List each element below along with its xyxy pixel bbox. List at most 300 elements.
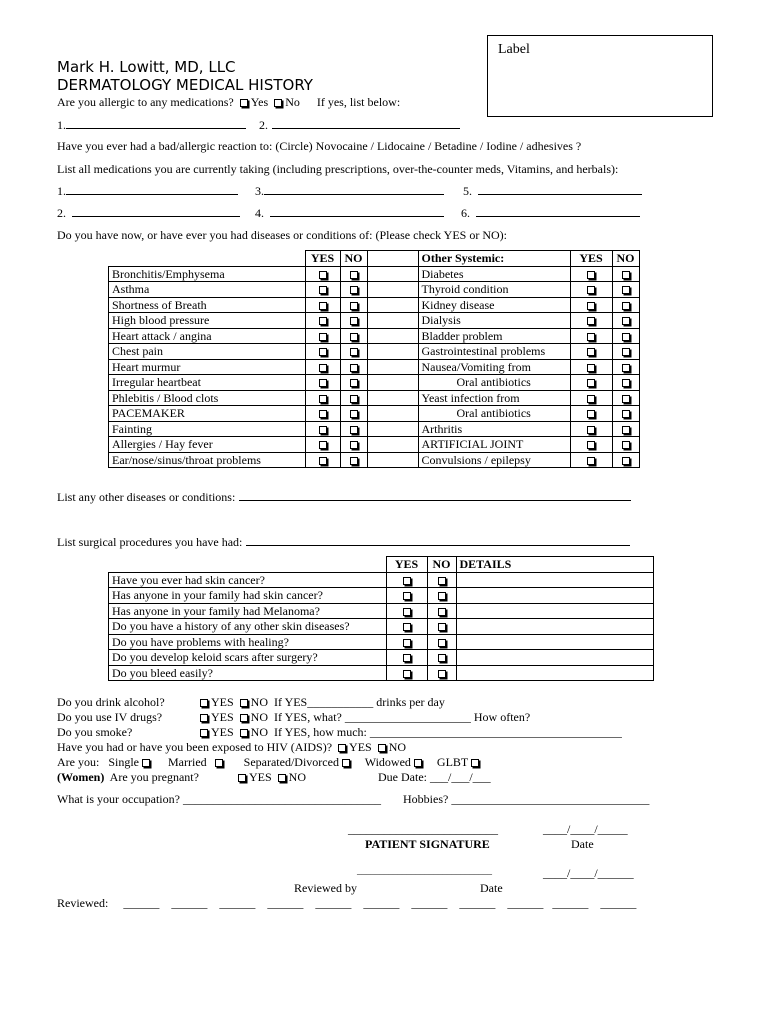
skin-details-field[interactable]: [456, 603, 653, 619]
skin-no-cell: [427, 619, 456, 635]
condition-yes-checkbox[interactable]: [319, 286, 327, 294]
condition-gap-cell: [367, 359, 418, 375]
med-1-field[interactable]: [66, 184, 238, 195]
surgical-label: List surgical procedures you have had:: [57, 535, 243, 549]
condition-yes-checkbox[interactable]: [319, 364, 327, 372]
systemic-no-checkbox[interactable]: [622, 426, 630, 434]
skin-details-field[interactable]: [456, 588, 653, 604]
skin-no-checkbox[interactable]: [438, 592, 446, 600]
condition-row: [109, 437, 640, 453]
systemic-no-cell: [612, 390, 639, 406]
condition-gap-cell: [367, 421, 418, 437]
cond-no-header: NO: [340, 251, 367, 267]
systemic-no-cell: [612, 359, 639, 375]
systemic-yes-cell: [570, 266, 612, 282]
skin-details-header: DETAILS: [456, 557, 653, 573]
systemic-no-checkbox[interactable]: [622, 317, 630, 325]
pregnant-options: [235, 770, 306, 785]
alcohol-options: [197, 695, 445, 710]
condition-row: [109, 375, 640, 391]
systemic-yes-cell: [570, 390, 612, 406]
condition-yes-checkbox[interactable]: [319, 457, 327, 465]
systemic-yes-cell: [570, 452, 612, 468]
conditions-prompt: Do you have now, or have ever you had diseases or conditions of: (Please check YES or NO):: [57, 228, 507, 242]
systemic-no-cell: [612, 452, 639, 468]
systemic-yes-checkbox[interactable]: [587, 364, 595, 372]
separated-checkbox[interactable]: [342, 759, 350, 767]
systemic-no-cell: [612, 344, 639, 360]
systemic-yes-checkbox[interactable]: [587, 348, 595, 356]
skin-no-checkbox[interactable]: [438, 639, 446, 647]
systemic-no-cell: [612, 297, 639, 313]
systemic-yes-cell: [570, 282, 612, 298]
condition-gap-cell: [367, 375, 418, 391]
smoke-no-label: NO: [250, 725, 269, 739]
systemic-yes-checkbox[interactable]: [587, 379, 595, 387]
condition-no-cell: [340, 437, 367, 453]
med-6-field[interactable]: [476, 206, 640, 217]
condition-row: [109, 359, 640, 375]
med-5-label: 5.: [463, 184, 472, 198]
conditions-table: [108, 250, 640, 468]
reviewed-by-label: Reviewed by: [294, 881, 357, 895]
hiv-yes-checkbox[interactable]: [338, 744, 346, 752]
skin-yes-cell: [386, 665, 427, 681]
condition-row: [109, 297, 640, 313]
systemic-no-checkbox[interactable]: [622, 302, 630, 310]
systemic-no-checkbox[interactable]: [622, 286, 630, 294]
condition-gap-cell: [367, 328, 418, 344]
systemic-yes-checkbox[interactable]: [587, 286, 595, 294]
systemic-yes-checkbox[interactable]: [587, 333, 595, 341]
condition-row: [109, 421, 640, 437]
condition-label: Fainting: [109, 421, 306, 437]
iv-no-checkbox[interactable]: [240, 714, 248, 722]
iv-yes-label: YES: [211, 710, 234, 724]
single-label: Single: [108, 755, 139, 769]
systemic-label: Yeast infection from: [418, 390, 570, 406]
condition-no-checkbox[interactable]: [350, 271, 358, 279]
signature-date-label: Date: [571, 837, 594, 851]
condition-row: [109, 313, 640, 329]
condition-yes-cell: [305, 313, 340, 329]
glbt-checkbox[interactable]: [471, 759, 479, 767]
med-1-label: 1.: [57, 184, 66, 198]
systemic-yes-cell: [570, 328, 612, 344]
systemic-no-cell: [612, 266, 639, 282]
med-4-field[interactable]: [270, 206, 444, 217]
systemic-no-cell: [612, 375, 639, 391]
condition-gap-cell: [367, 313, 418, 329]
allergy-item-2-label: 2.: [259, 118, 268, 132]
hobbies-field[interactable]: Hobbies? _________________________________: [403, 792, 650, 806]
systemic-no-cell: [612, 421, 639, 437]
smoke-no-checkbox[interactable]: [240, 729, 248, 737]
skin-row: [109, 650, 654, 666]
systemic-yes-checkbox[interactable]: [587, 426, 595, 434]
form-title: DERMATOLOGY MEDICAL HISTORY: [57, 76, 313, 94]
skin-row: [109, 588, 654, 604]
systemic-no-checkbox[interactable]: [622, 348, 630, 356]
skin-no-checkbox[interactable]: [438, 608, 446, 616]
condition-label: Phlebitis / Blood clots: [109, 390, 306, 406]
women-label: (Women): [57, 770, 105, 784]
med-5-field[interactable]: [478, 184, 642, 195]
skin-details-field[interactable]: [456, 572, 653, 588]
label-text: Label: [498, 42, 530, 57]
reviewed-blanks[interactable]: ______ ______ ______ ______ ______ ______ ______ ______ ______ ______ ______: [123, 896, 637, 910]
skin-no-checkbox[interactable]: [438, 623, 446, 631]
systemic-yes-cell: [570, 359, 612, 375]
systemic-yes-checkbox[interactable]: [587, 271, 595, 279]
practice-name: Mark H. Lowitt, MD, LLC: [57, 58, 236, 76]
condition-yes-cell: [305, 344, 340, 360]
due-date[interactable]: Due Date: ___/___/___: [378, 770, 491, 784]
condition-no-checkbox[interactable]: [350, 379, 358, 387]
skin-details-field[interactable]: [456, 665, 653, 681]
alcohol-yes-label: YES: [211, 695, 234, 709]
skin-yes-checkbox[interactable]: [403, 577, 411, 585]
skin-yes-checkbox[interactable]: [403, 654, 411, 662]
condition-label: Bronchitis/Emphysema: [109, 266, 306, 282]
cond-yes-header: YES: [305, 251, 340, 267]
skin-row: [109, 619, 654, 635]
condition-no-cell: [340, 282, 367, 298]
systemic-no-checkbox[interactable]: [622, 379, 630, 387]
condition-no-cell: [340, 313, 367, 329]
skin-row: [109, 572, 654, 588]
condition-no-cell: [340, 266, 367, 282]
condition-no-checkbox[interactable]: [350, 441, 358, 449]
skin-details-field[interactable]: [456, 634, 653, 650]
skin-no-cell: [427, 634, 456, 650]
condition-row: [109, 344, 640, 360]
condition-gap-cell: [367, 344, 418, 360]
iv-question: Do you use IV drugs?: [57, 710, 163, 724]
condition-no-checkbox[interactable]: [350, 457, 358, 465]
allergy-item-2-field[interactable]: [272, 118, 460, 129]
smoke-row: [57, 725, 622, 740]
skin-no-cell: [427, 572, 456, 588]
med-row-1: [57, 184, 642, 199]
skin-question: Do you have problems with healing?: [109, 634, 387, 650]
condition-yes-checkbox[interactable]: [319, 317, 327, 325]
widowed-checkbox[interactable]: [414, 759, 422, 767]
systemic-yes-checkbox[interactable]: [587, 317, 595, 325]
condition-yes-cell: [305, 452, 340, 468]
med-3-field[interactable]: [264, 184, 444, 195]
systemic-label: Bladder problem: [418, 328, 570, 344]
skin-row: [109, 603, 654, 619]
condition-yes-cell: [305, 359, 340, 375]
other-diseases-field[interactable]: [239, 490, 631, 501]
hiv-yes-label: YES: [349, 740, 372, 754]
condition-label: Irregular heartbeat: [109, 375, 306, 391]
systemic-yes-checkbox[interactable]: [587, 395, 595, 403]
systemic-yes-checkbox[interactable]: [587, 302, 595, 310]
skin-no-cell: [427, 603, 456, 619]
allergy-if-yes: If yes, list below:: [316, 95, 401, 109]
patient-signature-label: PATIENT SIGNATURE: [365, 837, 490, 851]
cond-gap: [367, 251, 418, 267]
allergy-yes-checkbox[interactable]: [240, 99, 248, 107]
skin-question: Have you ever had skin cancer?: [109, 572, 387, 588]
systemic-yes-cell: [570, 344, 612, 360]
systemic-yes-checkbox[interactable]: [587, 441, 595, 449]
hiv-no-label: NO: [388, 740, 407, 754]
smoke-yes-checkbox[interactable]: [200, 729, 208, 737]
skin-table: [108, 556, 654, 681]
skin-yes-checkbox[interactable]: [403, 608, 411, 616]
alcohol-yes-checkbox[interactable]: [200, 699, 208, 707]
condition-row: [109, 390, 640, 406]
med-2-field[interactable]: [72, 206, 240, 217]
condition-yes-checkbox[interactable]: [319, 395, 327, 403]
cond-left-header-blank: [109, 251, 306, 267]
skin-yes-cell: [386, 572, 427, 588]
alcohol-question: Do you drink alcohol?: [57, 695, 165, 709]
condition-no-checkbox[interactable]: [350, 426, 358, 434]
signature-line[interactable]: _________________________: [348, 822, 498, 836]
systemic-no-checkbox[interactable]: [622, 364, 630, 372]
systemic-no-checkbox[interactable]: [622, 457, 630, 465]
cond-right-header: Other Systemic:: [418, 251, 570, 267]
skin-yes-cell: [386, 650, 427, 666]
condition-label: Heart attack / angina: [109, 328, 306, 344]
skin-yes-cell: [386, 634, 427, 650]
systemic-no-checkbox[interactable]: [622, 441, 630, 449]
skin-yes-cell: [386, 619, 427, 635]
condition-gap-cell: [367, 406, 418, 422]
condition-gap-cell: [367, 297, 418, 313]
condition-no-cell: [340, 452, 367, 468]
condition-label: Ear/nose/sinus/throat problems: [109, 452, 306, 468]
systemic-yes-checkbox[interactable]: [587, 410, 595, 418]
condition-yes-checkbox[interactable]: [319, 426, 327, 434]
skin-row: [109, 665, 654, 681]
condition-row: [109, 406, 640, 422]
systemic-no-cell: [612, 313, 639, 329]
condition-row: [109, 282, 640, 298]
married-checkbox[interactable]: [215, 759, 223, 767]
med-6-label: 6.: [461, 206, 470, 220]
systemic-no-cell: [612, 437, 639, 453]
systemic-no-checkbox[interactable]: [622, 333, 630, 341]
condition-label: Allergies / Hay fever: [109, 437, 306, 453]
skin-no-checkbox[interactable]: [438, 577, 446, 585]
condition-no-checkbox[interactable]: [350, 317, 358, 325]
single-checkbox[interactable]: [142, 759, 150, 767]
condition-no-checkbox[interactable]: [350, 348, 358, 356]
are-you-label: Are you:: [57, 755, 100, 769]
iv-yes-checkbox[interactable]: [200, 714, 208, 722]
systemic-no-checkbox[interactable]: [622, 410, 630, 418]
condition-no-cell: [340, 390, 367, 406]
skin-no-checkbox[interactable]: [438, 670, 446, 678]
iv-detail: If YES, what? _____________________ How often?: [274, 710, 531, 724]
condition-yes-cell: [305, 390, 340, 406]
condition-no-cell: [340, 359, 367, 375]
reaction-question: Have you ever had a bad/allergic reaction to: (Circle) Novocaine / Lidocaine / Betadine / Iodine / adhesives ?: [57, 139, 582, 153]
systemic-no-cell: [612, 282, 639, 298]
skin-header-blank: [109, 557, 387, 573]
skin-no-checkbox[interactable]: [438, 654, 446, 662]
condition-no-cell: [340, 421, 367, 437]
skin-yes-checkbox[interactable]: [403, 639, 411, 647]
systemic-yes-cell: [570, 421, 612, 437]
other-diseases-row: [57, 490, 631, 505]
skin-yes-header: YES: [386, 557, 427, 573]
condition-label: Shortness of Breath: [109, 297, 306, 313]
systemic-label: Dialysis: [418, 313, 570, 329]
alcohol-no-label: NO: [250, 695, 269, 709]
separated-label: Separated/Divorced: [243, 755, 339, 769]
condition-yes-cell: [305, 406, 340, 422]
systemic-label: Convulsions / epilepsy: [418, 452, 570, 468]
reviewer-date-label: Date: [480, 881, 503, 895]
skin-yes-cell: [386, 588, 427, 604]
systemic-yes-cell: [570, 375, 612, 391]
skin-yes-checkbox[interactable]: [403, 623, 411, 631]
cond-right-yes-header: YES: [570, 251, 612, 267]
skin-no-header: NO: [427, 557, 456, 573]
condition-yes-cell: [305, 328, 340, 344]
pregnant-no-checkbox[interactable]: [278, 774, 286, 782]
skin-no-cell: [427, 665, 456, 681]
condition-yes-cell: [305, 282, 340, 298]
condition-gap-cell: [367, 266, 418, 282]
condition-no-checkbox[interactable]: [350, 364, 358, 372]
skin-no-cell: [427, 650, 456, 666]
hiv-no-checkbox[interactable]: [378, 744, 386, 752]
condition-yes-checkbox[interactable]: [319, 441, 327, 449]
condition-yes-checkbox[interactable]: [319, 271, 327, 279]
condition-no-checkbox[interactable]: [350, 286, 358, 294]
med-3-label: 3.: [255, 184, 264, 198]
skin-details-field[interactable]: [456, 650, 653, 666]
systemic-yes-cell: [570, 406, 612, 422]
condition-label: Asthma: [109, 282, 306, 298]
pregnant-yes-label: YES: [249, 770, 272, 784]
condition-no-checkbox[interactable]: [350, 333, 358, 341]
skin-question: Has anyone in your family had Melanoma?: [109, 603, 387, 619]
condition-no-checkbox[interactable]: [350, 410, 358, 418]
systemic-no-cell: [612, 406, 639, 422]
smoke-detail: If YES, how much: __________________________________________: [274, 725, 622, 739]
condition-no-cell: [340, 375, 367, 391]
systemic-label: ARTIFICIAL JOINT: [418, 437, 570, 453]
systemic-no-checkbox[interactable]: [622, 395, 630, 403]
condition-no-cell: [340, 328, 367, 344]
marital-row: [57, 755, 482, 770]
skin-yes-checkbox[interactable]: [403, 592, 411, 600]
systemic-no-checkbox[interactable]: [622, 271, 630, 279]
pregnant-question: Are you pregnant?: [109, 770, 199, 784]
surgical-row: [57, 535, 630, 550]
systemic-label: Oral antibiotics: [418, 406, 570, 422]
skin-no-cell: [427, 588, 456, 604]
condition-yes-cell: [305, 437, 340, 453]
iv-no-label: NO: [250, 710, 269, 724]
condition-row: [109, 328, 640, 344]
alcohol-no-checkbox[interactable]: [240, 699, 248, 707]
condition-yes-checkbox[interactable]: [319, 379, 327, 387]
cond-right-no-header: NO: [612, 251, 639, 267]
smoke-options: [197, 725, 622, 740]
condition-row: [109, 266, 640, 282]
reviewed-row: [57, 896, 636, 911]
systemic-yes-checkbox[interactable]: [587, 457, 595, 465]
widowed-label: Widowed: [364, 755, 411, 769]
allergy-no-checkbox[interactable]: [274, 99, 282, 107]
condition-row: [109, 452, 640, 468]
pregnant-yes-checkbox[interactable]: [238, 774, 246, 782]
allergy-item-1-field[interactable]: [66, 118, 246, 129]
skin-yes-checkbox[interactable]: [403, 670, 411, 678]
condition-yes-cell: [305, 297, 340, 313]
condition-gap-cell: [367, 437, 418, 453]
skin-question: Do you have a history of any other skin diseases?: [109, 619, 387, 635]
condition-label: Chest pain: [109, 344, 306, 360]
condition-gap-cell: [367, 390, 418, 406]
systemic-label: Diabetes: [418, 266, 570, 282]
skin-yes-cell: [386, 603, 427, 619]
hiv-row: [57, 740, 406, 755]
condition-no-checkbox[interactable]: [350, 395, 358, 403]
glbt-label: GLBT: [436, 755, 469, 769]
surgical-field[interactable]: [246, 535, 630, 546]
condition-yes-checkbox[interactable]: [319, 410, 327, 418]
allergy-item-1-label: 1.: [57, 118, 66, 132]
systemic-label: Nausea/Vomiting from: [418, 359, 570, 375]
systemic-label: Gastrointestinal problems: [418, 344, 570, 360]
pregnant-no-label: NO: [288, 770, 307, 784]
systemic-label: Arthritis: [418, 421, 570, 437]
reviewer-date-line[interactable]: ____/____/______: [543, 866, 634, 880]
alcohol-detail: If YES___________ drinks per day: [274, 695, 445, 709]
occupation-field[interactable]: What is your occupation? _________________________________: [57, 792, 381, 806]
systemic-yes-cell: [570, 297, 612, 313]
condition-no-cell: [340, 297, 367, 313]
condition-no-cell: [340, 406, 367, 422]
skin-question: Do you develop keloid scars after surgery?: [109, 650, 387, 666]
reviewed-label: Reviewed:: [57, 896, 109, 910]
label-box: [487, 35, 713, 117]
reviewer-line[interactable]: ______________________________: [357, 866, 492, 876]
skin-details-field[interactable]: [456, 619, 653, 635]
condition-yes-checkbox[interactable]: [319, 302, 327, 310]
condition-yes-checkbox[interactable]: [319, 348, 327, 356]
condition-gap-cell: [367, 452, 418, 468]
pregnant-row: [57, 770, 491, 785]
allergy-question: Are you allergic to any medications?: [57, 95, 234, 109]
systemic-no-cell: [612, 328, 639, 344]
med-row-2: [57, 206, 640, 221]
systemic-yes-cell: [570, 437, 612, 453]
allergy-list: [57, 118, 460, 133]
condition-no-checkbox[interactable]: [350, 302, 358, 310]
condition-yes-cell: [305, 266, 340, 282]
signature-date-line[interactable]: ____/____/_____: [543, 822, 628, 836]
allergy-no-label: No: [285, 95, 300, 109]
skin-question: Do you bleed easily?: [109, 665, 387, 681]
condition-label: Heart murmur: [109, 359, 306, 375]
married-label: Married: [168, 755, 207, 769]
medications-prompt: List all medications you are currently taking (including prescriptions, over-the-counter meds, Vitamins, and herbals):: [57, 162, 619, 176]
condition-gap-cell: [367, 282, 418, 298]
condition-yes-checkbox[interactable]: [319, 333, 327, 341]
med-4-label: 4.: [255, 206, 264, 220]
